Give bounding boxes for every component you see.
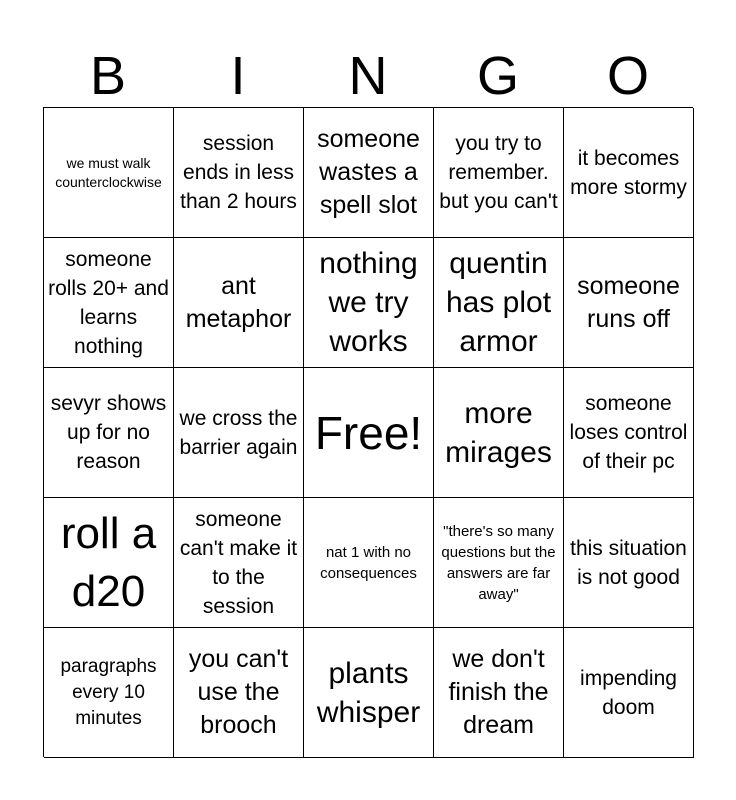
cell-text: we cross the barrier again [179,406,298,459]
bingo-cell[interactable] [564,498,694,628]
cell-text: session ends in less than 2 hours [180,132,297,213]
header-letter-g: G [476,46,519,106]
bingo-cell[interactable] [44,108,174,238]
cell-text: someone loses control of their pc [569,392,688,473]
bingo-cell[interactable] [304,498,434,628]
cell-text: plants whisper [316,656,421,729]
bingo-cell[interactable] [434,628,564,758]
cell-text: "there's so many questions but the answers are far away" [441,522,556,603]
cell-text: someone can't make it to the session [179,507,298,618]
cell-text: sevyr shows up for no reason [50,392,167,473]
bingo-cell[interactable] [174,628,304,758]
bingo-cell[interactable] [44,368,174,498]
bingo-cell[interactable] [434,108,564,238]
bingo-cell[interactable] [174,108,304,238]
free-space-cell[interactable] [304,368,434,498]
header-letter-b: B [89,46,127,106]
cell-text: you can't use the brooch [188,645,289,739]
cell-text: you try to remember. but you can't [439,132,558,213]
bingo-cell[interactable] [434,498,564,628]
header-letter-o: O [606,46,649,106]
cell-text: roll a d20 [60,508,157,616]
bingo-cell[interactable] [174,238,304,368]
bingo-grid [43,107,693,757]
bingo-cell[interactable] [304,238,434,368]
cell-text: this situation is not good [570,536,687,589]
bingo-cell[interactable] [44,628,174,758]
cell-text: someone runs off [577,271,680,333]
cell-text: paragraphs every 10 minutes [60,655,157,729]
cell-text: someone wastes a spell slot [317,125,420,219]
bingo-cell[interactable] [44,498,174,628]
bingo-cell[interactable] [304,108,434,238]
cell-text: nothing we try works [319,247,418,358]
cell-text: nat 1 with no consequences [320,543,417,582]
cell-text: quentin has plot armor [445,247,552,358]
free-space-text: Free! [314,406,423,459]
cell-text: someone rolls 20+ and learns nothing [48,247,169,358]
cell-text: impending doom [580,666,677,719]
bingo-cell[interactable] [564,238,694,368]
bingo-cell[interactable] [174,368,304,498]
bingo-cell[interactable] [564,108,694,238]
bingo-cell[interactable] [174,498,304,628]
cell-text: more mirages [445,396,552,469]
bingo-cell[interactable] [564,628,694,758]
bingo-cell[interactable] [564,368,694,498]
header-letter-i: I [230,46,246,106]
bingo-header [43,46,693,106]
bingo-cell[interactable] [44,238,174,368]
bingo-cell[interactable] [434,368,564,498]
cell-text: we don't finish the dream [448,645,549,739]
header-letter-n: N [348,46,388,106]
cell-text: it becomes more stormy [570,146,687,199]
bingo-cell[interactable] [434,238,564,368]
cell-text: we must walk counterclockwise [55,154,162,190]
cell-text: ant metaphor [185,271,292,333]
bingo-cell[interactable] [304,628,434,758]
